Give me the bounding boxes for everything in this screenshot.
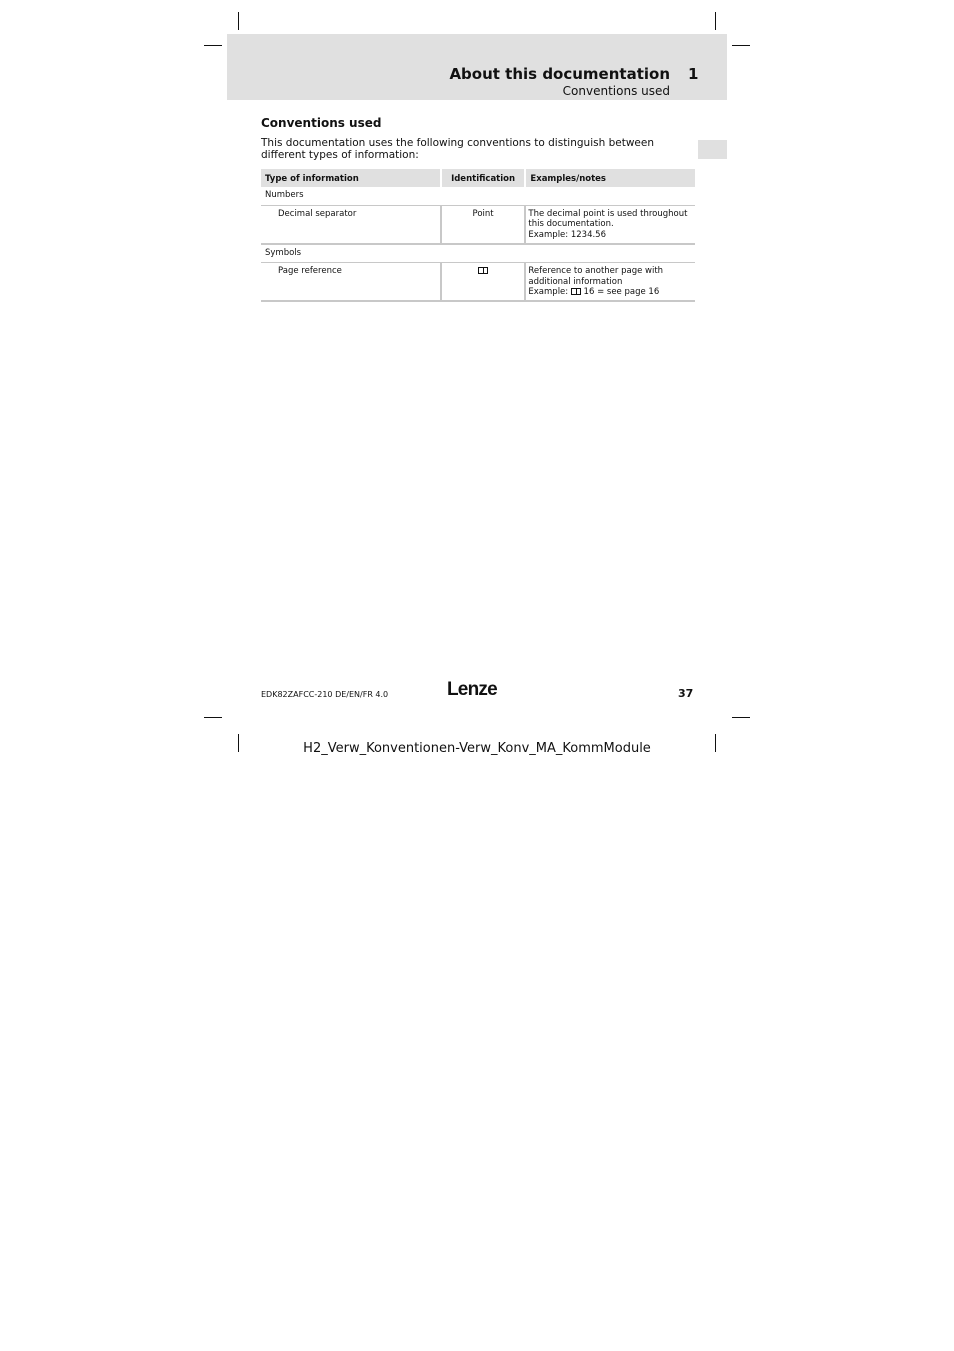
crop-mark-right-lower — [732, 717, 750, 718]
notes-example-prefix: Example: — [528, 287, 571, 297]
table-row — [261, 206, 695, 245]
column-header-type: Type of information — [261, 169, 442, 187]
conventions-table — [261, 169, 695, 302]
row-notes-decimal — [526, 206, 695, 245]
crop-mark-top-right — [715, 12, 716, 30]
group-label-numbers: Numbers — [261, 187, 695, 206]
lenze-logo: Lenze — [447, 679, 497, 700]
notes-example-suffix: 16 = see page 16 — [580, 287, 660, 297]
footer-document-code: EDK82ZAFCC-210 DE/EN/FR 4.0 — [261, 690, 389, 699]
table-header-row — [261, 169, 695, 187]
notes-example: Example: 1234.56 — [528, 229, 606, 240]
book-icon — [478, 267, 488, 274]
section-heading: Conventions used — [261, 116, 382, 130]
row-identification-point: Point — [442, 206, 527, 245]
column-header-identification: Identification — [442, 169, 527, 187]
notes-example — [528, 287, 693, 298]
page-number: 37 — [678, 687, 694, 700]
column-header-examples: Examples/notes — [526, 169, 695, 187]
book-icon — [571, 288, 581, 295]
crop-mark-top-left — [238, 12, 239, 30]
chapter-subtitle: Conventions used — [562, 84, 670, 98]
table-group-row — [261, 187, 695, 206]
crop-mark-right-upper — [732, 45, 750, 46]
row-identification-book — [442, 263, 527, 302]
row-notes-page-reference — [526, 263, 695, 302]
chapter-number: 1 — [688, 65, 699, 83]
crop-mark-left-lower — [204, 717, 222, 718]
chapter-title: About this documentation — [449, 65, 670, 83]
row-type-decimal-separator: Decimal separator — [261, 206, 442, 245]
notes-line: Reference to another page with additional information — [528, 266, 664, 287]
table-group-row — [261, 245, 695, 264]
notes-line: The decimal point is used throughout this documentation. — [528, 208, 688, 229]
row-type-page-reference: Page reference — [261, 263, 442, 302]
crop-mark-left-upper — [204, 45, 222, 46]
group-label-symbols: Symbols — [261, 245, 695, 264]
table-row — [261, 263, 695, 302]
side-thumb-tab — [698, 140, 727, 159]
intro-paragraph: This documentation uses the following conventions to distinguish between different types of information: — [261, 137, 654, 161]
slug-line: H2_Verw_Konventionen-Verw_Konv_MA_KommModule — [303, 741, 651, 756]
